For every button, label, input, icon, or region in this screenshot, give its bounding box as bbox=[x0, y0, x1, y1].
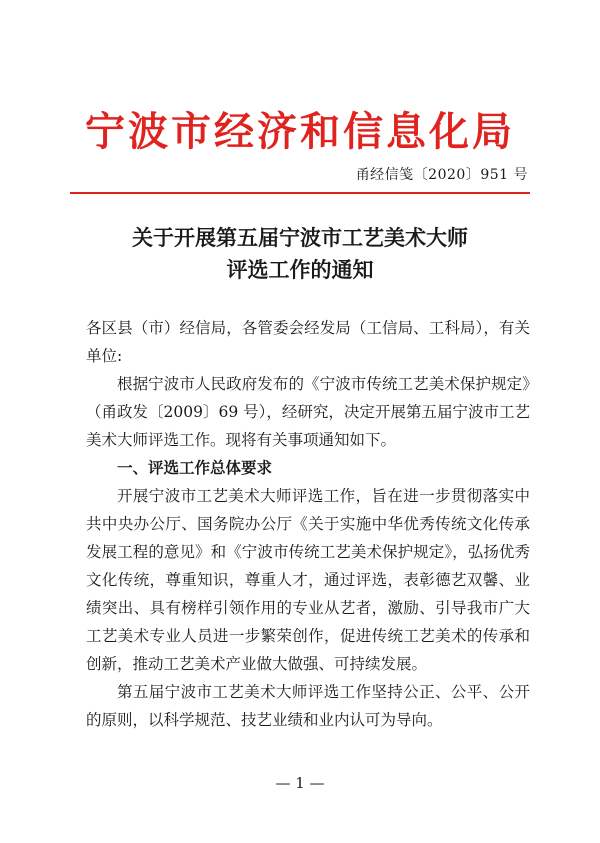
notice-title bbox=[0, 222, 600, 286]
section-heading-1: 一、评选工作总体要求 bbox=[117, 459, 273, 477]
paragraph-1: 根据宁波市人民政府发布的《宁波市传统工艺美术保护规定》（甬政发〔2009〕69 号），经研究，决定开展第五届宁波市工艺美术大师评选工作。现将有关事项通知如下。 bbox=[86, 375, 530, 449]
document-number: 甬经信笺〔2020〕951 号 bbox=[355, 167, 528, 183]
header-divider bbox=[70, 192, 530, 194]
notice-body bbox=[86, 314, 530, 734]
agency-header: 宁波市经济和信息化局 bbox=[85, 109, 515, 155]
paragraph-2: 开展宁波市工艺美术大师评选工作，旨在进一步贯彻落实中共中央办公厅、国务院办公厅《关于实施中华优秀传统文化传承发展工程的意见》和《宁波市传统工艺美术保护规定》，弘扬优秀文化传统，尊重知识，尊重人才，通过评选，表彰德艺双馨、业绩突出、具有榜样引领作用的专业从艺者，激励、引导我市广大工艺美术专业人员进一步繁荣创作，促进传统工艺美术的传承和创新，推动工艺美术产业做大做强、可持续发展。 bbox=[86, 487, 530, 673]
page-number: — 1 — bbox=[275, 774, 325, 792]
paragraph-3: 第五届宁波市工艺美术大师评选工作坚持公正、公平、公开的原则，以科学规范、技艺业绩和业内认可为导向。 bbox=[86, 683, 530, 729]
title-line-1: 关于开展第五届宁波市工艺美术大师 bbox=[132, 225, 468, 250]
addressee: 各区县（市）经信局，各管委会经发局（工信局、工科局），有关单位: bbox=[86, 319, 530, 365]
title-line-2: 评选工作的通知 bbox=[226, 257, 374, 282]
